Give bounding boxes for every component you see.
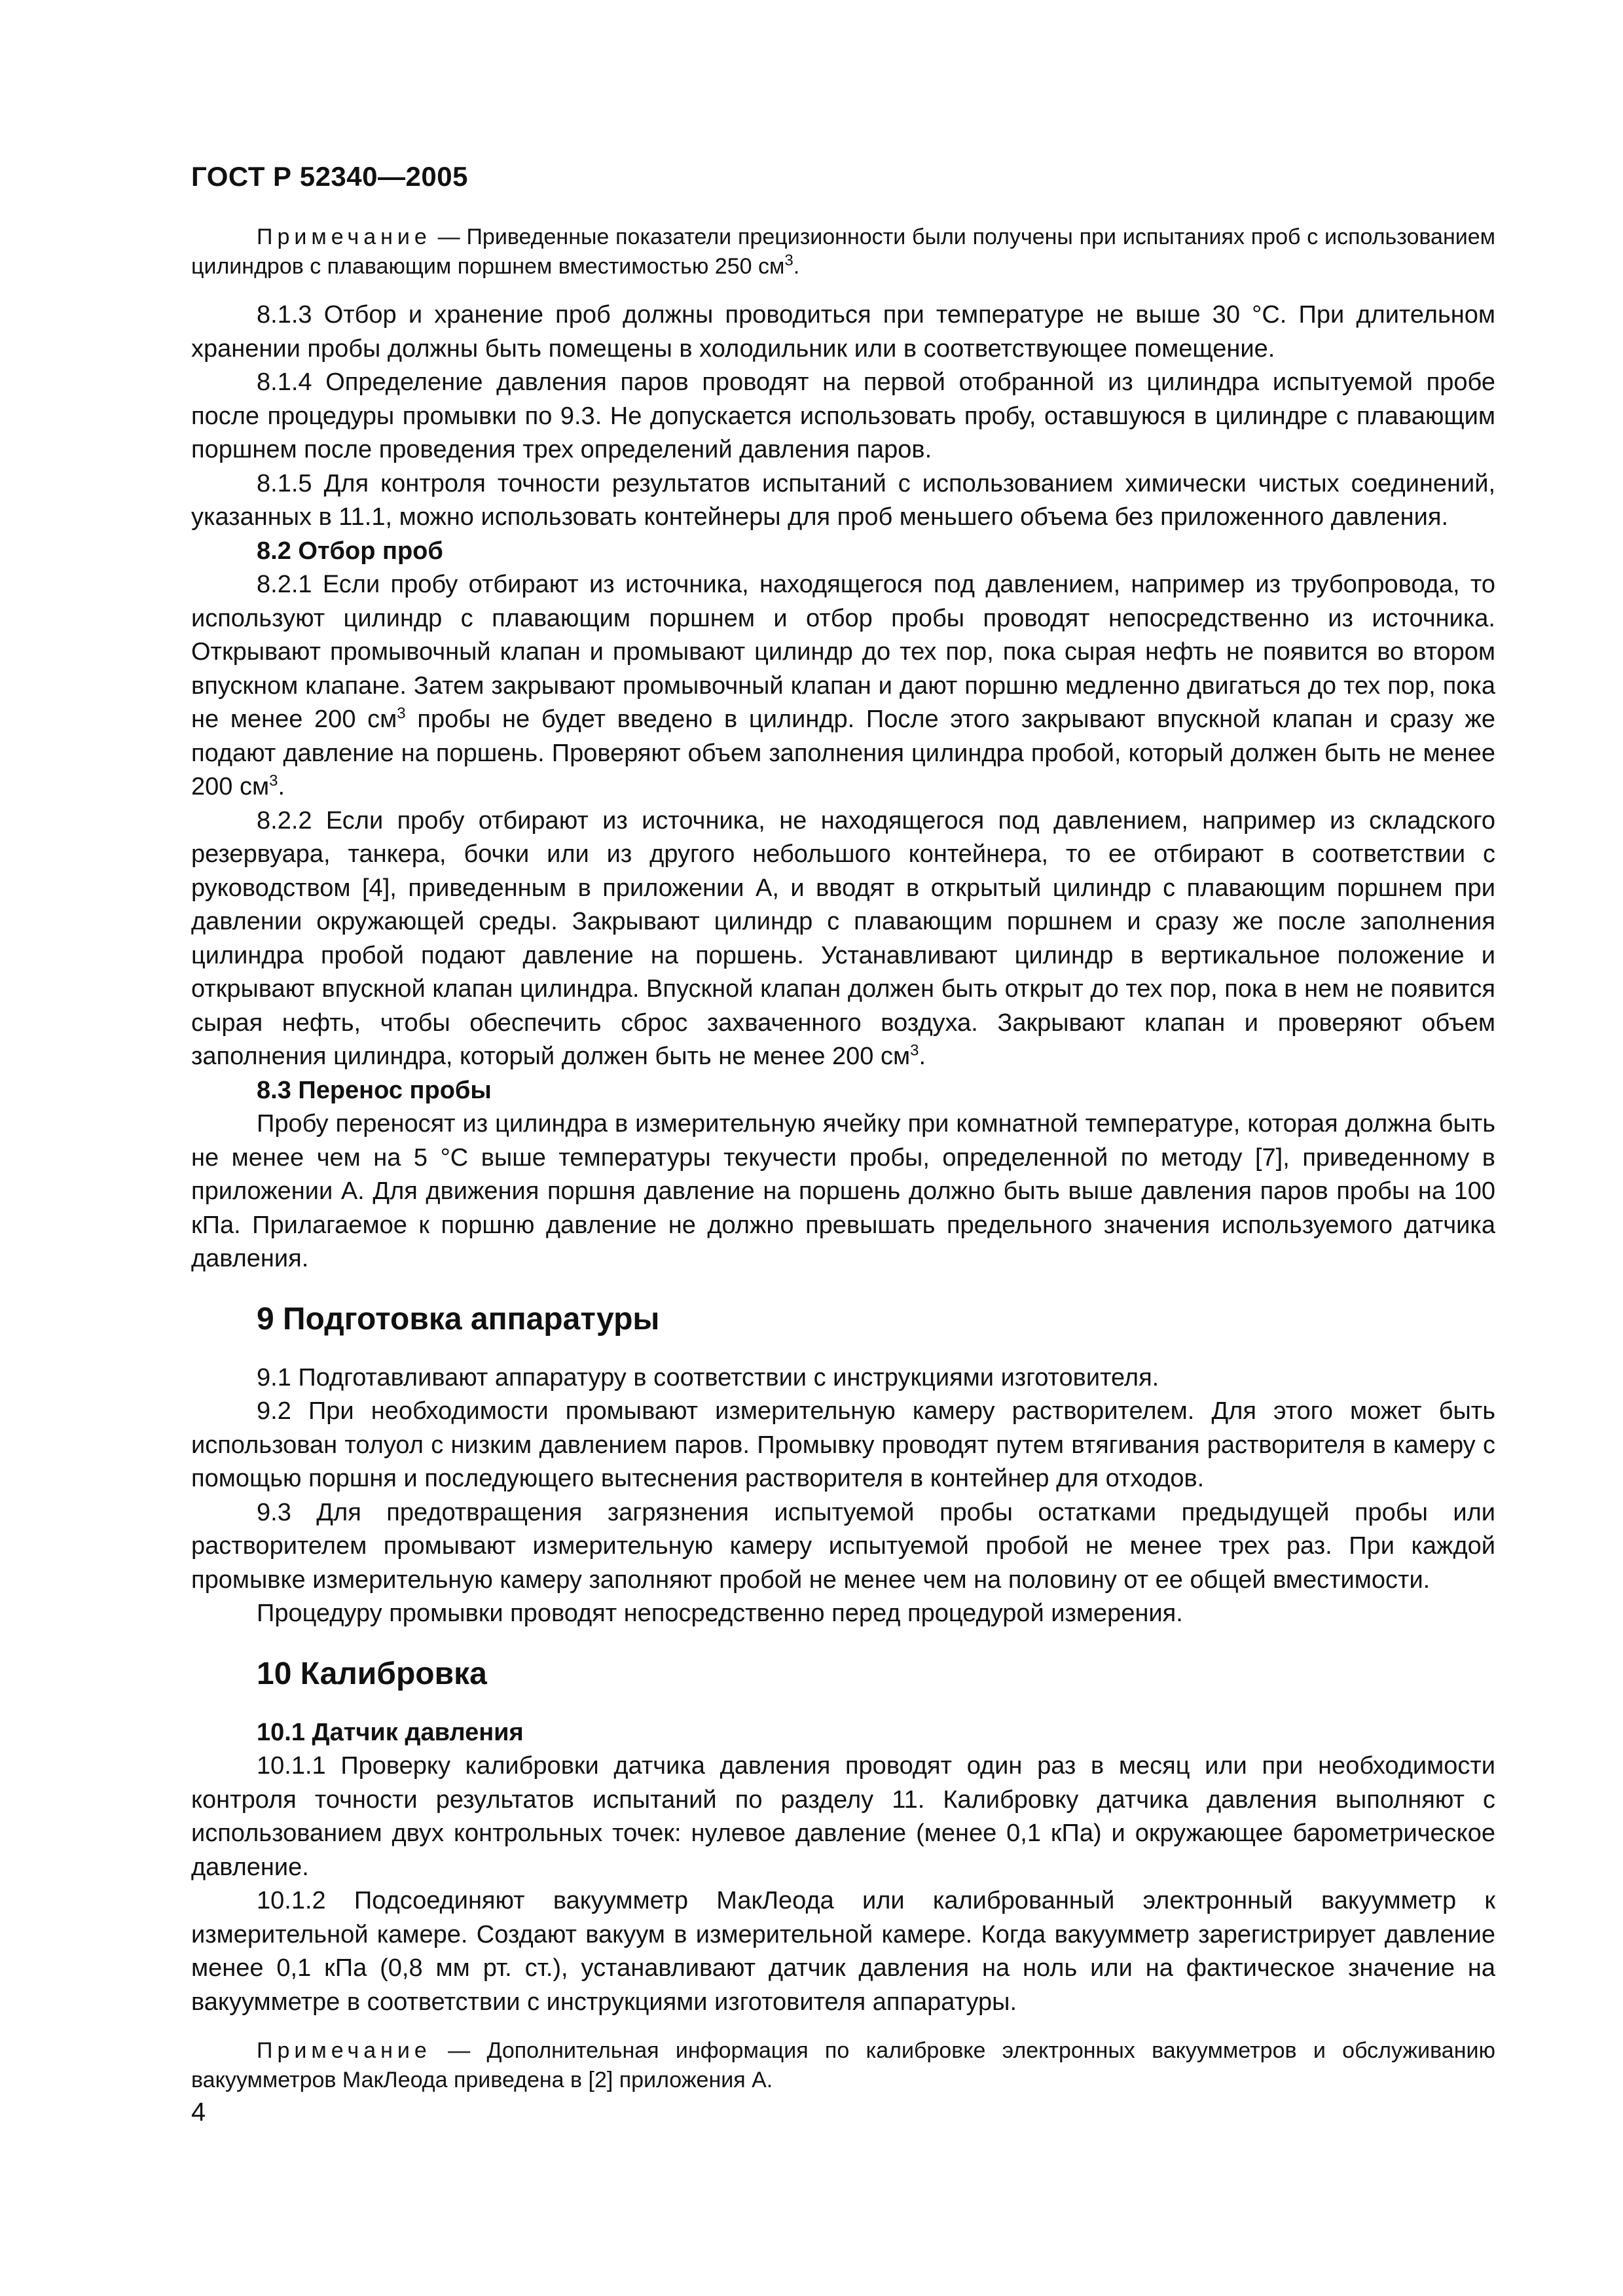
paragraph-8-2-1-part-c: . bbox=[278, 773, 285, 800]
note-text: Приведенные показатели прецизионности были получены при испытаниях проб с использованием цилиндров с плавающим поршнем вместимостью 250 см bbox=[191, 224, 1496, 279]
note-end: . bbox=[793, 254, 800, 279]
paragraph-8-2-1 bbox=[191, 568, 1495, 804]
page-body bbox=[191, 223, 1495, 2095]
page-number: 4 bbox=[191, 2098, 206, 2126]
paragraph-9-1: 9.1 Подготавливают аппаратуру в соответствии с инструкциями изготовителя. bbox=[257, 1363, 1159, 1391]
paragraph-8-1-3: 8.1.3 Отбор и хранение проб должны проводиться при температуре не выше 30 °С. При длительном хранении пробы должны быть помещены в холодильник или в соответствующее помещение. bbox=[191, 301, 1495, 363]
subsection-heading-8-2: 8.2 Отбор проб bbox=[257, 537, 443, 565]
paragraph-8-2-2-part-a: 8.2.2 Если пробу отбирают из источника, не находящегося под давлением, например из складского резервуара, танкера, бочки или из другого небольшого контейнера, то ее отбирают в соответствии с руководством [4], приведенным в приложении А, и вводят в открытый цилиндр с плавающим поршнем при давлении окружающей среды. Закрывают цилиндр с плавающим поршнем и сразу же после заполнения цилиндра пробой подают давление на поршень. Устанавливают цилиндр в вертикальное положение и открывают впускной клапан цилиндра. Впускной клапан должен быть открыт до тех пор, пока в нем не появится сырая нефть, чтобы обеспечить сброс захваченного воздуха. Закрывают клапан и проверяют объем заполнения цилиндра, который должен быть не менее 200 см bbox=[191, 806, 1495, 1070]
paragraph-9-2: 9.2 При необходимости промывают измерительную камеру растворителем. Для этого может быть использован толуол с низким давлением паров. Промывку проводят путем втягивания растворителя в камеру с помощью поршня и последующего вытеснения растворителя в контейнер для отходов. bbox=[191, 1397, 1495, 1492]
sup-cm3: 3 bbox=[397, 704, 406, 723]
note-precision bbox=[191, 223, 1495, 281]
subsection-heading-8-3: 8.3 Перенос пробы bbox=[257, 1076, 492, 1104]
paragraph-8-1-4: 8.1.4 Определение давления паров проводят на первой отобранной из цилиндра испытуемой пробе после процедуры промывки по 9.3. Не допускается использовать пробу, оставшуюся в цилиндре с плавающим поршнем после проведения трех определений давления паров. bbox=[191, 368, 1495, 463]
paragraph-10-1-1: 10.1.1 Проверку калибровки датчика давления проводят один раз в месяц или при необходимости контроля точности результатов испытаний по разделу 11. Калибровку датчика давления выполняют с использованием двух контрольных точек: нулевое давление (менее 0,1 кПа) и окружающее барометрическое давление. bbox=[191, 1752, 1495, 1881]
note-dash: — bbox=[437, 224, 460, 249]
subsection-heading-10-1: 10.1 Датчик давления bbox=[257, 1718, 524, 1746]
note-label: Примечание bbox=[257, 2038, 431, 2063]
note-sup: 3 bbox=[784, 251, 793, 270]
paragraph-8-1-5: 8.1.5 Для контроля точности результатов испытаний с использованием химически чистых соединений, указанных в 11.1, можно использовать контейнеры для проб меньшего объема без приложенного давления. bbox=[191, 469, 1495, 531]
paragraph-8-2-2 bbox=[191, 804, 1495, 1074]
paragraph-9-3: 9.3 Для предотвращения загрязнения испытуемой пробы остатками предыдущей пробы или растворителем промывают измерительную камеру испытуемой пробой не менее трех раз. При каждой промывке измерительную камеру заполняют пробой не менее чем на половину от ее общей вместимости. bbox=[191, 1498, 1495, 1594]
sup-cm3: 3 bbox=[910, 1041, 919, 1060]
section-heading-10: 10 Калибровка bbox=[257, 1656, 487, 1691]
note-label: Примечание bbox=[257, 224, 431, 249]
paragraph-8-2-1-part-a: 8.2.1 Если пробу отбирают из источника, находящегося под давлением, например из трубопровода, то используют цилиндр с плавающим поршнем и отбор пробы проводят непосредственно из источника. Открывают промывочный клапан и промывают цилиндр до тех пор, пока сырая нефть не появится во втором впускном клапане. Затем закрывают промывочный клапан и дают поршню медленно двигаться до тех пор, пока не менее 200 см bbox=[191, 571, 1495, 733]
note-calibration bbox=[191, 2036, 1495, 2095]
section-heading-9: 9 Подготовка аппаратуры bbox=[257, 1301, 660, 1336]
note-text: Дополнительная информация по калибровке электронных вакуумметров и обслуживанию вакуумметров МакЛеода приведена в [2] приложения А. bbox=[191, 2038, 1495, 2092]
paragraph-8-2-2-part-b: . bbox=[919, 1043, 926, 1070]
paragraph-9-3-b: Процедуру промывки проводят непосредственно перед процедурой измерения. bbox=[257, 1600, 1183, 1627]
note-dash: — bbox=[448, 2038, 471, 2063]
paragraph-8-3: Пробу переносят из цилиндра в измерительную ячейку при комнатной температуре, которая должна быть не менее чем на 5 °С выше температуры текучести пробы, определенной по методу [7], приведенному в приложении А. Для движения поршня давление на поршень должно быть выше давления паров пробы на 100 кПа. Прилагаемое к поршню давление не должно превышать предельного значения используемого датчика давления. bbox=[191, 1110, 1495, 1272]
paragraph-10-1-2: 10.1.2 Подсоединяют вакуумметр МакЛеода или калиброванный электронный вакуумметр к измерительной камере. Создают вакуум в измерительной камере. Когда вакуумметр зарегистрирует давление менее 0,1 кПа (0,8 мм рт. ст.), устанавливают датчик давления на ноль или на фактическое значение на вакуумметре в соответствии с инструкциями изготовителя аппаратуры. bbox=[191, 1887, 1495, 2016]
sup-cm3: 3 bbox=[269, 772, 278, 790]
paragraph-8-2-1-part-b: пробы не будет введено в цилиндр. После этого закрывают впускной клапан и сразу же подают давление на поршень. Проверяют объем заполнения цилиндра пробой, который должен быть не менее 200 см bbox=[191, 706, 1495, 800]
document-header: ГОСТ Р 52340—2005 bbox=[191, 161, 468, 192]
